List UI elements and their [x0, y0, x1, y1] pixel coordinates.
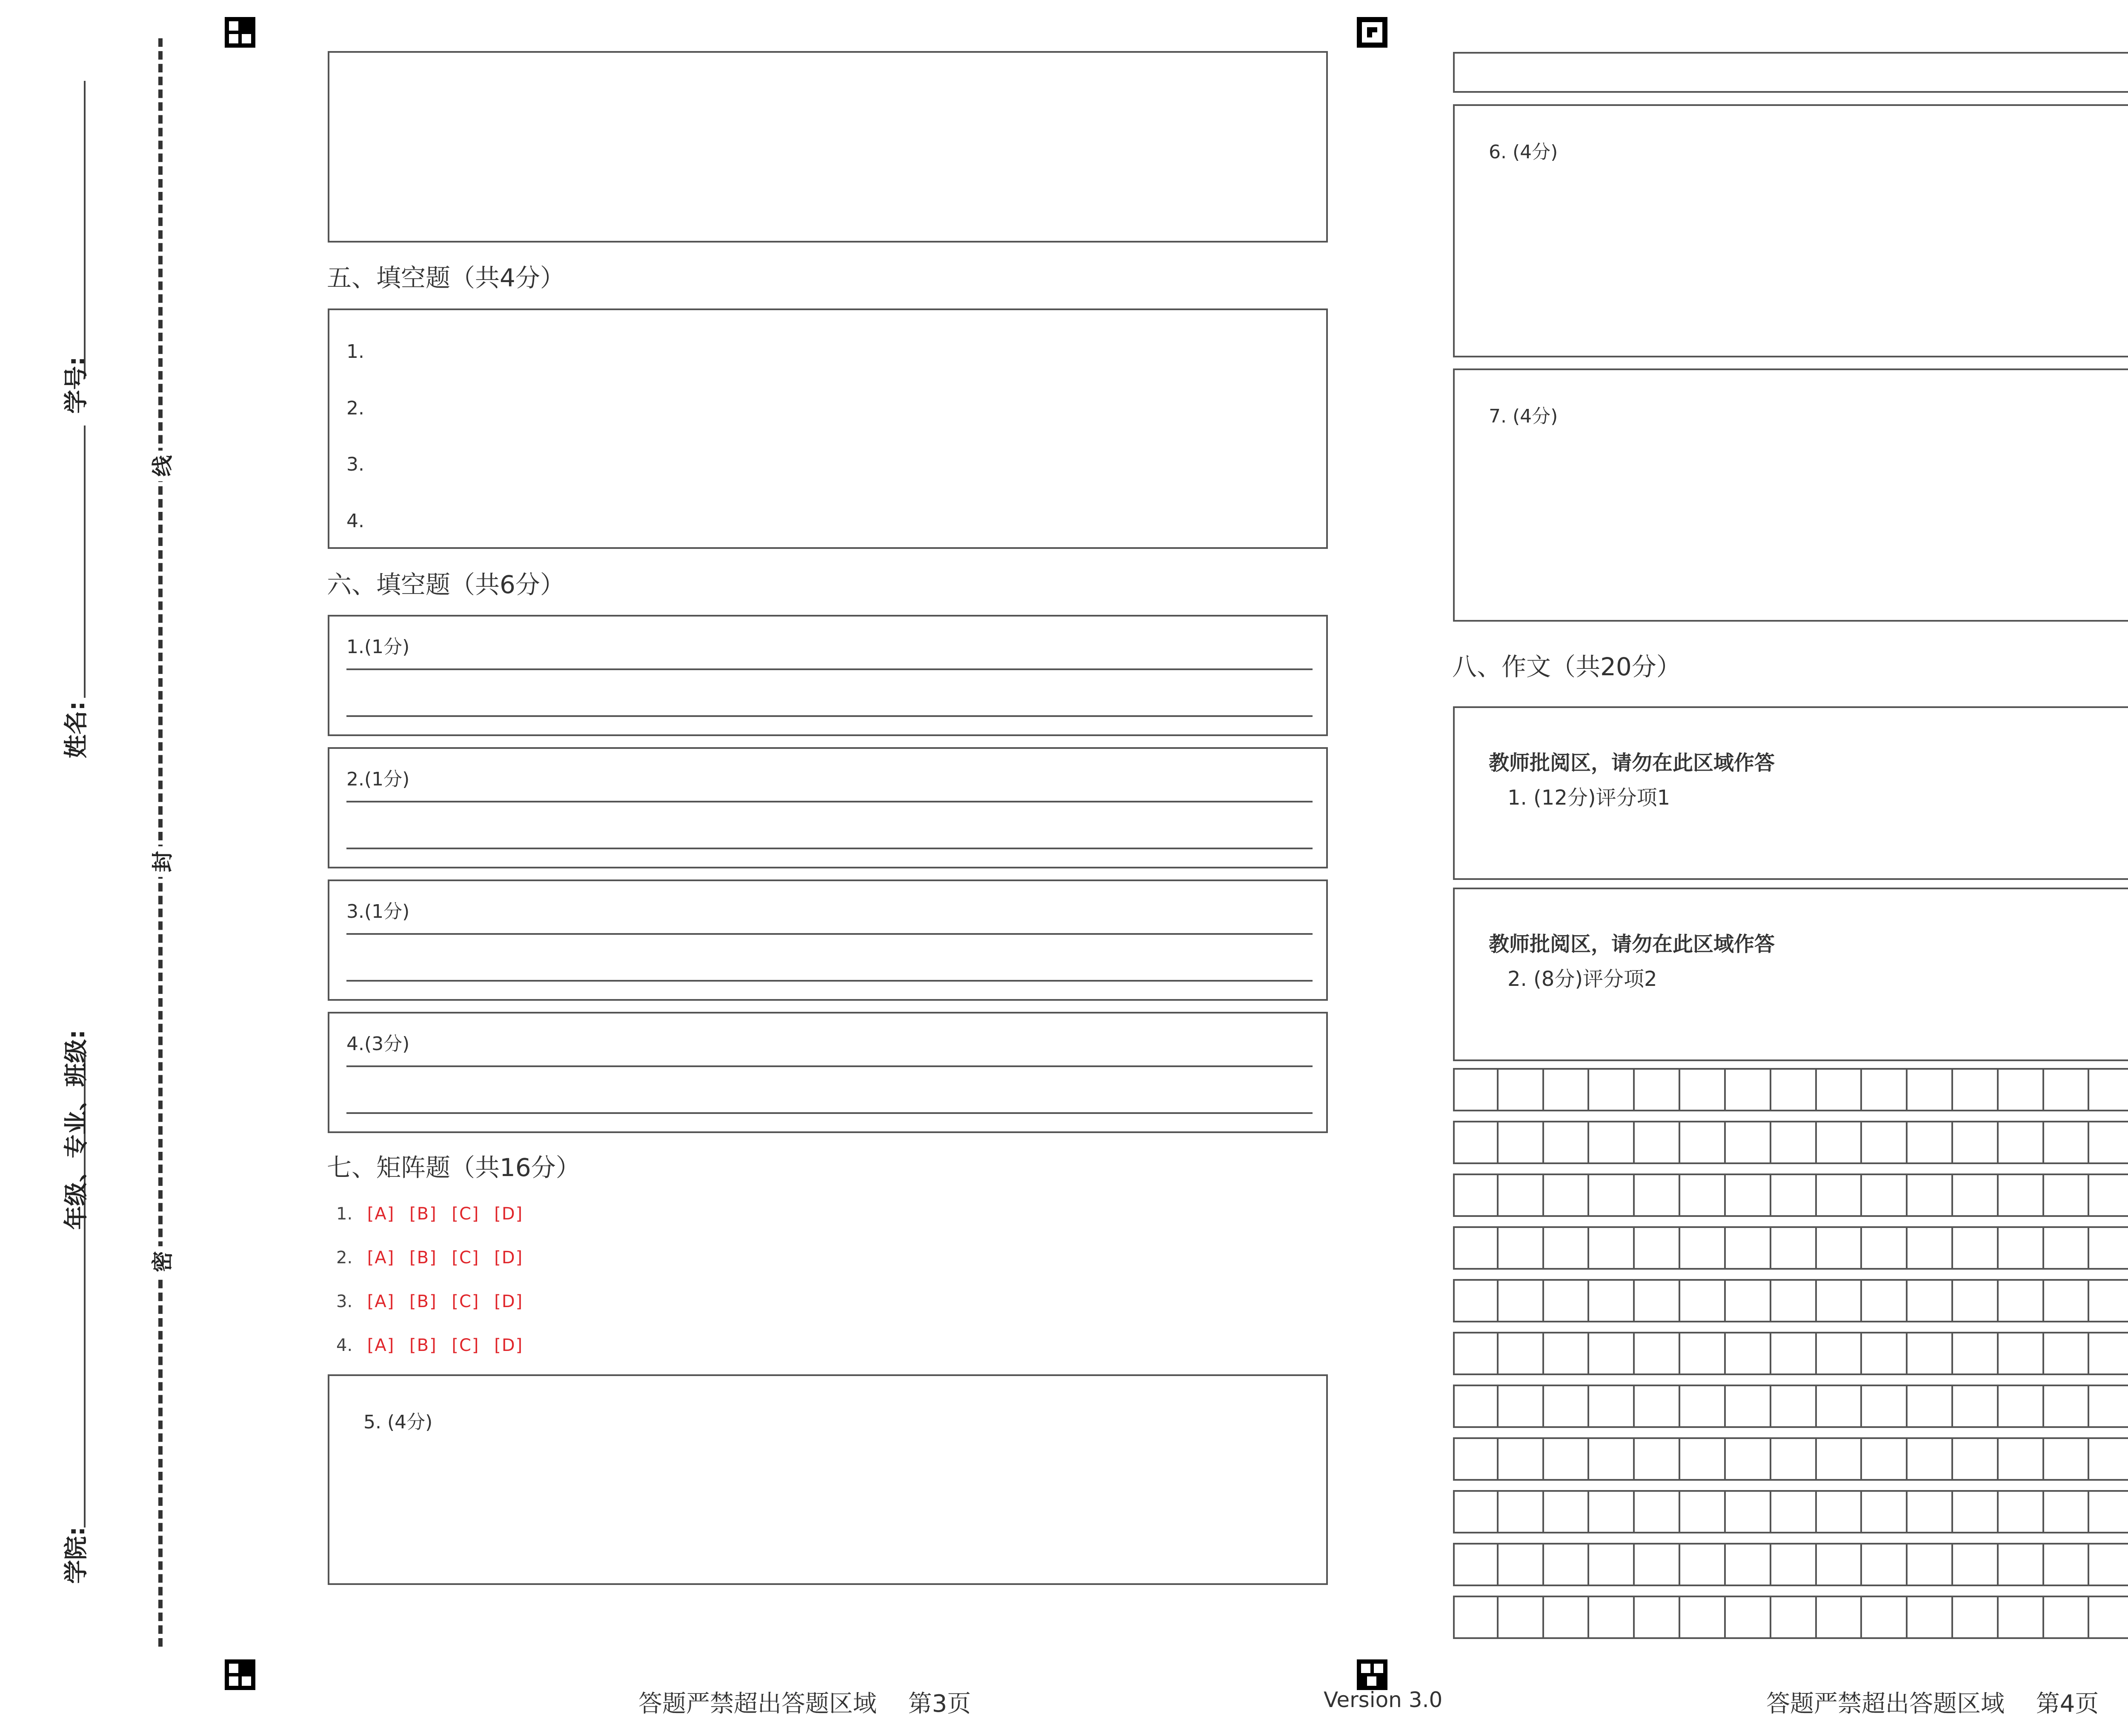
answer-line [346, 668, 1313, 670]
seal-word-secret: 密 [148, 1246, 177, 1277]
essay-cell[interactable] [1499, 1385, 1544, 1428]
essay-cell[interactable] [1589, 1121, 1635, 1164]
essay-cell[interactable] [2089, 1490, 2128, 1533]
essay-cell[interactable] [1908, 1437, 1953, 1481]
essay-cell[interactable] [1999, 1279, 2044, 1322]
option-b[interactable]: [B] [409, 1336, 437, 1355]
essay-cell[interactable] [1544, 1279, 1590, 1322]
essay-cell[interactable] [1453, 1490, 1499, 1533]
essay-cell[interactable] [1635, 1068, 1680, 1111]
essay-cell[interactable] [1680, 1279, 1726, 1322]
question-5-label: 5. (4分) [363, 1411, 433, 1433]
blank-item-1: 1. [346, 341, 364, 363]
essay-cell[interactable] [1635, 1226, 1680, 1270]
option-a[interactable]: [A] [367, 1336, 395, 1355]
essay-cell[interactable] [1771, 1279, 1817, 1322]
essay-cell[interactable] [1544, 1543, 1590, 1586]
essay-grid-row [1453, 1174, 2128, 1217]
essay-cell[interactable] [1589, 1332, 1635, 1375]
choice-number: 4. [336, 1336, 353, 1355]
essay-cell[interactable] [1862, 1332, 1908, 1375]
blank-item-4: 4. [346, 510, 364, 532]
essay-cell[interactable] [1453, 1332, 1499, 1375]
option-d[interactable]: [D] [494, 1336, 523, 1355]
essay-cell[interactable] [1908, 1490, 1953, 1533]
seal-word-line: 线 [148, 451, 177, 481]
grading-item: 2. (8分)评分项2 [1507, 967, 1657, 991]
essay-cell[interactable] [2044, 1121, 2090, 1164]
question-6-answer-box[interactable] [1453, 104, 2128, 357]
essay-cell[interactable] [2044, 1068, 2090, 1111]
essay-cell[interactable] [1999, 1596, 2044, 1639]
essay-cell[interactable] [1635, 1385, 1680, 1428]
essay-cell[interactable] [1726, 1490, 1771, 1533]
seal-dashed-line [158, 38, 163, 1647]
essay-cell[interactable] [1635, 1332, 1680, 1375]
essay-cell[interactable] [1999, 1121, 2044, 1164]
essay-cell[interactable] [1589, 1490, 1635, 1533]
corner-marker [225, 1659, 255, 1690]
essay-cell[interactable] [1862, 1437, 1908, 1481]
essay-grid-row [1453, 1226, 2128, 1270]
essay-cell[interactable] [2044, 1596, 2090, 1639]
seal-word-seal: 封 [148, 846, 177, 877]
option-c[interactable]: [C] [452, 1336, 480, 1355]
corner-marker [225, 17, 255, 48]
grading-heading: 教师批阅区，请勿在此区域作答 [1489, 932, 1775, 956]
essay-cell[interactable] [1589, 1437, 1635, 1481]
essay-cell[interactable] [1726, 1437, 1771, 1481]
answer-line [346, 1112, 1313, 1114]
essay-cell[interactable] [1999, 1543, 2044, 1586]
essay-cell[interactable] [1726, 1068, 1771, 1111]
section-6-item-3-box[interactable] [328, 879, 1328, 1001]
essay-cell[interactable] [1544, 1490, 1590, 1533]
option-c[interactable]: [C] [452, 1204, 480, 1224]
essay-cell[interactable] [1680, 1437, 1726, 1481]
essay-cell[interactable] [1453, 1543, 1499, 1586]
essay-cell[interactable] [2044, 1437, 2090, 1481]
fill-item-label: 3.(1分) [346, 901, 410, 922]
essay-grid-row [1453, 1385, 2128, 1428]
essay-cell[interactable] [1726, 1121, 1771, 1164]
answer-line [346, 933, 1313, 935]
essay-cell[interactable] [1499, 1226, 1544, 1270]
essay-cell[interactable] [1680, 1332, 1726, 1375]
essay-cell[interactable] [1499, 1490, 1544, 1533]
essay-cell[interactable] [1635, 1490, 1680, 1533]
essay-cell[interactable] [1953, 1437, 1999, 1481]
essay-cell[interactable] [2089, 1437, 2128, 1481]
fill-item-label: 2.(1分) [346, 768, 410, 790]
essay-cell[interactable] [1771, 1543, 1817, 1586]
essay-cell[interactable] [1817, 1174, 1862, 1217]
essay-grid-row [1453, 1437, 2128, 1481]
essay-cell[interactable] [1771, 1174, 1817, 1217]
essay-cell[interactable] [1908, 1332, 1953, 1375]
name-line [84, 425, 86, 698]
essay-cell[interactable] [1544, 1332, 1590, 1375]
essay-cell[interactable] [1817, 1121, 1862, 1164]
essay-cell[interactable] [1499, 1121, 1544, 1164]
question-7-label: 7. (4分) [1489, 405, 1558, 427]
student-id-line [84, 81, 86, 379]
essay-cell[interactable] [1680, 1121, 1726, 1164]
essay-cell[interactable] [2044, 1332, 2090, 1375]
essay-cell[interactable] [2089, 1174, 2128, 1217]
essay-cell[interactable] [1771, 1596, 1817, 1639]
essay-cell[interactable] [1771, 1068, 1817, 1111]
essay-cell[interactable] [1453, 1596, 1499, 1639]
essay-cell[interactable] [1999, 1437, 2044, 1481]
option-d[interactable]: [D] [494, 1248, 523, 1268]
essay-cell[interactable] [1817, 1437, 1862, 1481]
question-5-answer-box[interactable] [328, 1374, 1328, 1585]
essay-cell[interactable] [1817, 1279, 1862, 1322]
grading-area-1 [1453, 706, 2128, 880]
essay-cell[interactable] [1589, 1068, 1635, 1111]
answer-line [346, 715, 1313, 717]
essay-cell[interactable] [1999, 1332, 2044, 1375]
essay-cell[interactable] [1453, 1226, 1499, 1270]
essay-grid-row [1453, 1279, 2128, 1322]
essay-cell[interactable] [1680, 1490, 1726, 1533]
choice-number: 2. [336, 1248, 353, 1268]
essay-cell[interactable] [1953, 1174, 1999, 1217]
essay-cell[interactable] [1726, 1226, 1771, 1270]
essay-cell[interactable] [1680, 1596, 1726, 1639]
question-6-label: 6. (4分) [1489, 141, 1558, 163]
essay-cell[interactable] [1499, 1279, 1544, 1322]
essay-cell[interactable] [1771, 1385, 1817, 1428]
essay-cell[interactable] [1544, 1226, 1590, 1270]
essay-cell[interactable] [1453, 1437, 1499, 1481]
answer-line [346, 801, 1313, 802]
essay-cell[interactable] [1862, 1543, 1908, 1586]
essay-cell[interactable] [1771, 1490, 1817, 1533]
option-d[interactable]: [D] [494, 1292, 523, 1311]
question-7-answer-box[interactable] [1453, 368, 2128, 622]
essay-cell[interactable] [1635, 1437, 1680, 1481]
essay-cell[interactable] [2089, 1543, 2128, 1586]
essay-cell[interactable] [1680, 1385, 1726, 1428]
essay-cell[interactable] [1726, 1174, 1771, 1217]
section-6-item-4-box[interactable] [328, 1012, 1328, 1133]
essay-cell[interactable] [1726, 1543, 1771, 1586]
essay-cell[interactable] [1953, 1068, 1999, 1111]
essay-cell[interactable] [1999, 1068, 2044, 1111]
section-6-item-2-box[interactable] [328, 747, 1328, 868]
option-b[interactable]: [B] [409, 1248, 437, 1268]
essay-cell[interactable] [2089, 1226, 2128, 1270]
answer-box-continued[interactable] [1453, 52, 2128, 93]
essay-cell[interactable] [1544, 1596, 1590, 1639]
essay-cell[interactable] [1862, 1121, 1908, 1164]
essay-cell[interactable] [1635, 1596, 1680, 1639]
choice-number: 3. [336, 1292, 353, 1311]
grading-area-2 [1453, 888, 2128, 1061]
essay-cell[interactable] [1817, 1226, 1862, 1270]
answer-box-continued[interactable] [328, 51, 1328, 243]
answer-line [346, 848, 1313, 849]
choice-row-3 [336, 1292, 532, 1311]
essay-cell[interactable] [1453, 1174, 1499, 1217]
class-label: 年级、专业、班级: [63, 1029, 90, 1230]
essay-cell[interactable] [1589, 1385, 1635, 1428]
essay-cell[interactable] [1908, 1596, 1953, 1639]
essay-cell[interactable] [1953, 1279, 1999, 1322]
essay-cell[interactable] [1544, 1121, 1590, 1164]
essay-cell[interactable] [1862, 1174, 1908, 1217]
essay-cell[interactable] [1817, 1068, 1862, 1111]
essay-cell[interactable] [2089, 1596, 2128, 1639]
page-3-footer: 答题严禁超出答题区域 第3页 [638, 1690, 971, 1718]
college-label: 学院: [63, 1526, 90, 1584]
essay-cell[interactable] [1680, 1068, 1726, 1111]
essay-cell[interactable] [1862, 1490, 1908, 1533]
essay-cell[interactable] [1726, 1385, 1771, 1428]
essay-cell[interactable] [1999, 1174, 2044, 1217]
essay-cell[interactable] [1953, 1596, 1999, 1639]
essay-cell[interactable] [1499, 1543, 1544, 1586]
essay-cell[interactable] [1862, 1279, 1908, 1322]
essay-cell[interactable] [1862, 1068, 1908, 1111]
essay-grid-row [1453, 1121, 2128, 1164]
essay-cell[interactable] [1817, 1596, 1862, 1639]
essay-cell[interactable] [1544, 1068, 1590, 1111]
essay-cell[interactable] [1908, 1226, 1953, 1270]
essay-cell[interactable] [1862, 1596, 1908, 1639]
essay-cell[interactable] [1862, 1385, 1908, 1428]
essay-grid-row [1453, 1490, 2128, 1533]
essay-cell[interactable] [1499, 1332, 1544, 1375]
essay-cell[interactable] [2089, 1121, 2128, 1164]
essay-cell[interactable] [1499, 1596, 1544, 1639]
essay-cell[interactable] [1908, 1543, 1953, 1586]
essay-cell[interactable] [1635, 1543, 1680, 1586]
essay-cell[interactable] [1953, 1490, 1999, 1533]
page-4-footer: 答题严禁超出答题区域 第4页 [1766, 1690, 2099, 1718]
essay-cell[interactable] [1908, 1068, 1953, 1111]
essay-cell[interactable] [1817, 1332, 1862, 1375]
essay-cell[interactable] [2044, 1543, 2090, 1586]
essay-cell[interactable] [1589, 1596, 1635, 1639]
essay-cell[interactable] [1453, 1068, 1499, 1111]
section-5-title: 五、填空题（共4分） [327, 263, 565, 292]
grading-heading: 教师批阅区，请勿在此区域作答 [1489, 751, 1775, 775]
essay-grid-row [1453, 1596, 2128, 1639]
option-c[interactable]: [C] [452, 1248, 480, 1268]
essay-cell[interactable] [1817, 1385, 1862, 1428]
essay-cell[interactable] [1635, 1279, 1680, 1322]
essay-cell[interactable] [1499, 1437, 1544, 1481]
essay-cell[interactable] [1589, 1543, 1635, 1586]
essay-cell[interactable] [1726, 1332, 1771, 1375]
option-a[interactable]: [A] [367, 1292, 395, 1311]
essay-grid-row [1453, 1332, 2128, 1375]
corner-marker [1357, 17, 1387, 48]
name-label: 姓名: [63, 701, 90, 759]
essay-cell[interactable] [1908, 1121, 1953, 1164]
choice-number: 1. [336, 1204, 353, 1224]
student-id-label: 学号: [63, 356, 90, 414]
option-c[interactable]: [C] [452, 1292, 480, 1311]
essay-cell[interactable] [1453, 1279, 1499, 1322]
section-6-item-1-box[interactable] [328, 615, 1328, 736]
essay-cell[interactable] [1817, 1543, 1862, 1586]
essay-cell[interactable] [1453, 1121, 1499, 1164]
section-6-title: 六、填空题（共6分） [327, 570, 565, 599]
essay-cell[interactable] [1680, 1226, 1726, 1270]
fill-item-label: 1.(1分) [346, 636, 410, 658]
essay-cell[interactable] [1453, 1385, 1499, 1428]
essay-cell[interactable] [1862, 1226, 1908, 1270]
essay-cell[interactable] [1726, 1279, 1771, 1322]
essay-cell[interactable] [1999, 1385, 2044, 1428]
essay-cell[interactable] [1908, 1174, 1953, 1217]
option-b[interactable]: [B] [409, 1204, 437, 1224]
section-5-answer-box[interactable] [328, 308, 1328, 549]
essay-cell[interactable] [1771, 1437, 1817, 1481]
essay-cell[interactable] [1544, 1174, 1590, 1217]
essay-cell[interactable] [2044, 1174, 2090, 1217]
option-b[interactable]: [B] [409, 1292, 437, 1311]
essay-cell[interactable] [1953, 1226, 1999, 1270]
essay-cell[interactable] [1953, 1121, 1999, 1164]
essay-cell[interactable] [1544, 1437, 1590, 1481]
essay-cell[interactable] [1999, 1490, 2044, 1533]
option-d[interactable]: [D] [494, 1204, 523, 1224]
essay-cell[interactable] [1953, 1385, 1999, 1428]
section-8-title: 八、作文（共20分） [1452, 652, 1681, 681]
essay-cell[interactable] [2089, 1332, 2128, 1375]
essay-grid-row [1453, 1068, 2128, 1111]
essay-cell[interactable] [1771, 1226, 1817, 1270]
essay-cell[interactable] [2044, 1226, 2090, 1270]
essay-cell[interactable] [1635, 1121, 1680, 1164]
option-a[interactable]: [A] [367, 1204, 395, 1224]
essay-cell[interactable] [1589, 1226, 1635, 1270]
essay-cell[interactable] [1499, 1174, 1544, 1217]
section-7-title: 七、矩阵题（共16分） [327, 1153, 581, 1182]
essay-cell[interactable] [1908, 1385, 1953, 1428]
essay-cell[interactable] [1680, 1174, 1726, 1217]
essay-cell[interactable] [1635, 1174, 1680, 1217]
essay-cell[interactable] [1999, 1226, 2044, 1270]
essay-cell[interactable] [2089, 1068, 2128, 1111]
essay-cell[interactable] [1499, 1068, 1544, 1111]
essay-cell[interactable] [1726, 1596, 1771, 1639]
blank-item-3: 3. [346, 454, 364, 475]
choice-row-1 [336, 1204, 532, 1224]
essay-cell[interactable] [1771, 1121, 1817, 1164]
essay-cell[interactable] [1953, 1332, 1999, 1375]
blank-item-2: 2. [346, 397, 364, 419]
essay-cell[interactable] [2044, 1385, 2090, 1428]
essay-cell[interactable] [1771, 1332, 1817, 1375]
essay-cell[interactable] [2089, 1385, 2128, 1428]
essay-cell[interactable] [2044, 1279, 2090, 1322]
essay-cell[interactable] [2089, 1279, 2128, 1322]
essay-cell[interactable] [1817, 1490, 1862, 1533]
choice-row-2 [336, 1248, 532, 1268]
essay-grid-row [1453, 1543, 2128, 1586]
essay-cell[interactable] [1680, 1543, 1726, 1586]
grading-item: 1. (12分)评分项1 [1507, 786, 1670, 810]
essay-cell[interactable] [1544, 1385, 1590, 1428]
essay-cell[interactable] [1908, 1279, 1953, 1322]
essay-cell[interactable] [2044, 1490, 2090, 1533]
choice-row-4 [336, 1336, 532, 1355]
version-label: Version 3.0 [1324, 1687, 1443, 1712]
essay-cell[interactable] [1589, 1279, 1635, 1322]
essay-cell[interactable] [1953, 1543, 1999, 1586]
option-a[interactable]: [A] [367, 1248, 395, 1268]
answer-line [346, 980, 1313, 982]
essay-cell[interactable] [1589, 1174, 1635, 1217]
answer-line [346, 1065, 1313, 1067]
corner-marker [1357, 1659, 1387, 1690]
fill-item-label: 4.(3分) [346, 1033, 410, 1055]
